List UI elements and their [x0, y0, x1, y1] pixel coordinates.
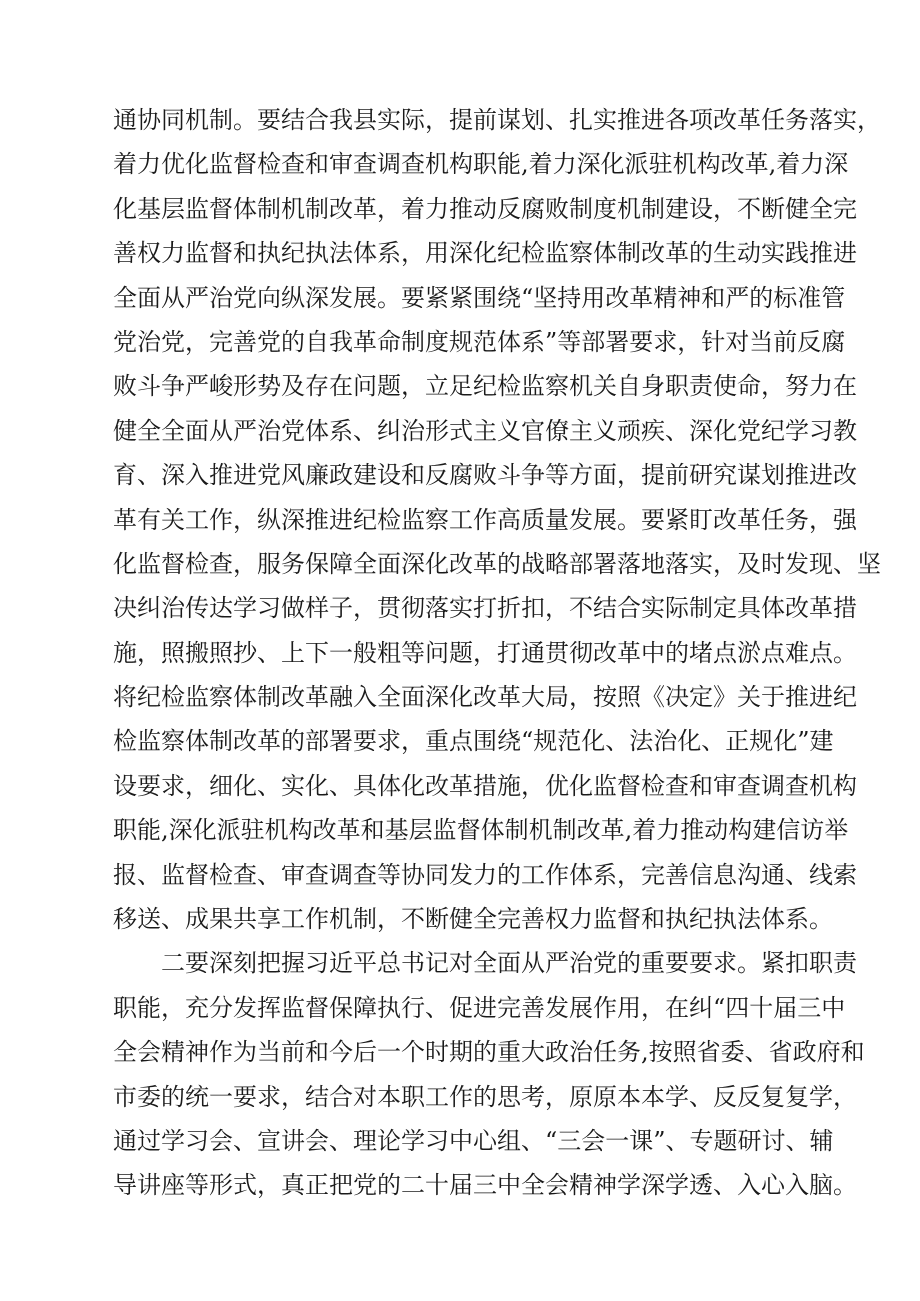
- text-line: 革有关工作，纵深推进纪检监察工作高质量发展。要紧盯改革任务，强: [113, 505, 857, 534]
- text-line: 育、深入推进党风廉政建设和反腐败斗争等方面，提前研究谋划推进改: [113, 461, 857, 490]
- text-line: 决纠治传达学习做样子，贯彻落实打折扣，不结合实际制定具体改革措: [113, 594, 857, 623]
- text-line: 着力优化监督检查和审查调查机构职能,着力深化派驻机构改革,着力深: [113, 150, 849, 179]
- text-line: 导讲座等形式，真正把党的二十届三中全会精神学深学透、入心入脑。: [113, 1171, 857, 1200]
- text-line: 职能，充分发挥监督保障执行、促进完善发展作用，在纠“四十届三中: [113, 993, 846, 1022]
- text-line: 通协同机制。要结合我县实际，提前谋划、扎实推进各项改革任务落实，: [113, 106, 881, 134]
- text-line: 通过学习会、宣讲会、理论学习中心组、“三会一课”、专题研讨、辅: [113, 1126, 834, 1155]
- text-line: 二要深刻把握习近平总书记对全面从严治党的重要要求。紧扣职责: [161, 949, 857, 978]
- text-line: 善权力监督和执纪执法体系，用深化纪检监察体制改革的生动实践推进: [113, 239, 857, 268]
- text-line: 败斗争严峻形势及存在问题，立足纪检监察机关自身职责使命，努力在: [113, 372, 857, 401]
- document-body: [113, 98, 881, 1208]
- paragraph: [113, 98, 881, 941]
- text-line: 党治党，完善党的自我革命制度规范体系”等部署要求，针对当前反腐: [113, 327, 846, 356]
- text-line: 化基层监督体制机制改革，着力推动反腐败制度机制建设，不断健全完: [113, 194, 857, 223]
- text-line: 检监察体制改革的部署要求，重点围绕“规范化、法治化、正规化”建: [113, 727, 834, 756]
- paragraph: [113, 941, 865, 1207]
- text-line: 市委的统一要求，结合对本职工作的思考，原原本本学、反反复复学，: [113, 1082, 857, 1111]
- text-line: 化监督检查，服务保障全面深化改革的战略部署落地落实，及时发现、坚: [113, 549, 881, 578]
- text-line: 健全全面从严治党体系、纠治形式主义官僚主义顽疾、深化党纪学习教: [113, 416, 857, 445]
- text-line: 将纪检监察体制改革融入全面深化改革大局，按照《决定》关于推进纪: [113, 683, 857, 712]
- text-line: 全会精神作为当前和今后一个时期的重大政治任务,按照省委、省政府和: [113, 1038, 865, 1067]
- text-line: 全面从严治党向纵深发展。要紧紧围绕“坚持用改革精神和严的标准管: [113, 283, 846, 312]
- text-line: 报、监督检查、审查调查等协同发力的工作体系，完善信息沟通、线索: [113, 860, 857, 889]
- text-line: 设要求，细化、实化、具体化改革措施，优化监督检查和审查调查机构: [113, 771, 857, 800]
- text-line: 移送、成果共享工作机制，不断健全完善权力监督和执纪执法体系。: [113, 905, 833, 934]
- text-line: 职能,深化派驻机构改革和基层监督体制机制改革,着力推动构建信访举: [113, 816, 849, 845]
- text-line: 施，照搬照抄、上下一般粗等问题，打通贯彻改革中的堵点淤点难点。: [113, 638, 857, 667]
